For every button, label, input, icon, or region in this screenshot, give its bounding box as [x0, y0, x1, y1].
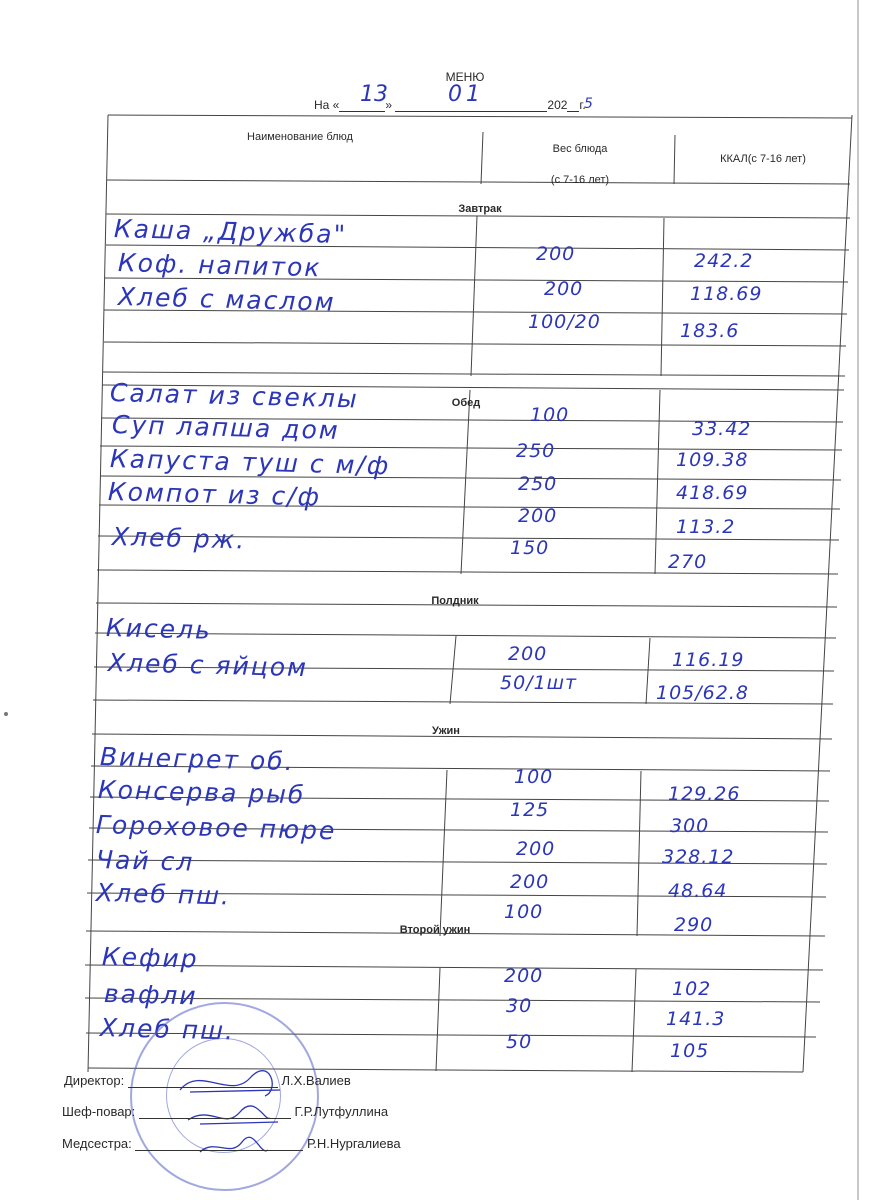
date-year-prefix: 202: [547, 98, 568, 112]
column-header-name: Наименование блюд: [247, 131, 353, 143]
signature-chef-label: Шеф-повар:: [62, 1104, 136, 1119]
column-header-weight: Вес блюда: [552, 143, 608, 155]
dish-kcal: 48.64: [668, 880, 728, 902]
dish-kcal: 105/62.8: [656, 682, 749, 704]
signature-director: [64, 1073, 351, 1088]
dish-weight: 200: [510, 871, 550, 893]
dish-name: Чай сл: [95, 845, 195, 877]
page-title: МЕНЮ: [445, 70, 485, 84]
dish-weight: 200: [536, 243, 576, 265]
dish-name: Компот из с/ф: [107, 477, 322, 512]
dish-kcal: 270: [668, 551, 708, 573]
dish-name: Винегрет об.: [99, 742, 296, 777]
dish-name: Хлеб пш.: [95, 878, 232, 911]
dish-kcal: 300: [670, 815, 710, 837]
dish-weight: 200: [518, 505, 558, 527]
signature-nurse: [62, 1136, 401, 1151]
dish-kcal: 141.3: [666, 1008, 726, 1030]
dish-weight: 100/20: [528, 311, 601, 333]
dish-kcal: 33.42: [692, 418, 752, 440]
signature-nurse-label: Медсестра:: [62, 1136, 132, 1151]
dish-weight: 100: [530, 404, 570, 426]
dish-kcal: 129.26: [668, 783, 741, 805]
dish-kcal: 109.38: [676, 449, 749, 471]
dish-weight: 200: [516, 838, 556, 860]
column-header-weight-age: (с 7-16 лет): [550, 174, 610, 186]
dish-name: Каша „Дружба": [113, 214, 348, 250]
dish-weight: 50/1шт: [500, 672, 578, 694]
dish-weight: 200: [508, 643, 548, 665]
dish-name: вафли: [103, 979, 199, 1011]
date-mid: »: [385, 98, 393, 112]
dish-kcal: 183.6: [680, 320, 740, 342]
signature-nurse-name: Р.Н.Нургалиева: [307, 1136, 401, 1151]
dish-kcal: 102: [672, 978, 712, 1000]
dish-name: Консерва рыб: [97, 775, 306, 810]
dish-kcal: 242.2: [694, 250, 754, 272]
handwritten-year-digit: 5: [584, 96, 593, 112]
date-suffix: г.: [579, 98, 586, 112]
dish-name: Гороховое пюре: [95, 810, 337, 846]
dish-kcal: 113.2: [676, 516, 736, 538]
signature-director-label: Директор:: [64, 1073, 125, 1088]
section-title-snack: Полдник: [431, 595, 479, 607]
dish-weight: 100: [514, 766, 554, 788]
section-title-lunch: Обед: [451, 397, 481, 409]
section-title-dinner: Ужин: [432, 725, 460, 737]
dish-kcal: 105: [670, 1040, 710, 1062]
dish-weight: 200: [504, 965, 544, 987]
dish-name: Хлеб пш.: [99, 1013, 236, 1046]
dish-name: Коф. напиток: [117, 248, 322, 283]
dish-name: Хлеб рж.: [111, 522, 247, 555]
dish-weight: 200: [544, 278, 584, 300]
dish-name: Хлеб с маслом: [117, 282, 336, 317]
dish-name: Кисель: [105, 613, 213, 645]
dish-name: Суп лапша дом: [111, 410, 341, 445]
dish-weight: 250: [518, 473, 558, 495]
column-header-kcal: ККАЛ(с 7-16 лет): [720, 153, 806, 165]
section-title-breakfast: Завтрак: [458, 203, 502, 215]
dish-kcal: 118.69: [690, 283, 763, 305]
handwritten-day: 13: [360, 82, 388, 107]
date-prefix: На «: [314, 98, 340, 112]
dish-name: Кефир: [101, 942, 199, 974]
dish-weight: 150: [510, 537, 550, 559]
handwritten-month: 01: [448, 82, 484, 107]
dish-kcal: 418.69: [676, 482, 749, 504]
dish-weight: 125: [510, 799, 550, 821]
dish-weight: 250: [516, 440, 556, 462]
dish-kcal: 116.19: [672, 649, 745, 671]
dish-kcal: 328.12: [662, 846, 735, 868]
dish-name: Капуста туш с м/ф: [109, 444, 391, 481]
section-title-second-dinner: Второй ужин: [399, 924, 471, 936]
signature-chef-name: Г.Р.Лутфуллина: [294, 1104, 389, 1119]
dish-name: Хлеб с яйцом: [107, 648, 309, 683]
dish-weight: 100: [504, 901, 544, 923]
signature-chef: [62, 1104, 388, 1119]
dish-weight: 30: [506, 995, 533, 1017]
dish-kcal: 290: [674, 914, 714, 936]
signature-director-name: Л.Х.Валиев: [281, 1073, 351, 1088]
dish-weight: 50: [506, 1031, 533, 1053]
dish-name: Салат из свеклы: [109, 378, 360, 414]
